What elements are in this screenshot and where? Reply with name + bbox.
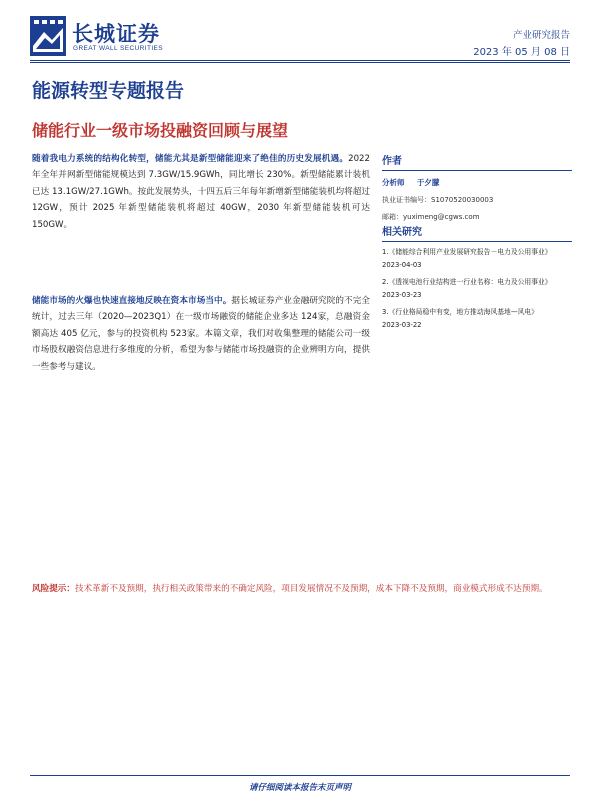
related-item-title: 3.《行业格局稳中有变，地方推动海风基地—风电》 (382, 308, 539, 316)
related-item[interactable] (382, 276, 572, 302)
report-date: 2023 年 05 月 08 日 (473, 47, 570, 58)
paragraph-1-text: 2022 年全年并网新型储能规模达到 7.3GW/15.9GWh，同比增长 230%。新型储能累计装机已达 13.1GW/27.1GWh。按此发展势头，十四五后三年每年新增新型储能装机均将超过 12GW，预计 2025 年新型储能装机将超过 40GW，2030 年新型储能装机可达 150GW。 (32, 154, 370, 230)
related-item-date: 2023-03-22 (382, 321, 422, 329)
page-title: 储能行业一级市场投融资回顾与展望 (32, 121, 289, 140)
header-divider-secondary (30, 62, 570, 63)
logo-chinese-name: 长城证券 (72, 21, 160, 46)
paragraph-2 (32, 293, 370, 375)
related-item[interactable] (382, 306, 572, 332)
section-title: 能源转型专题报告 (32, 80, 185, 102)
author-heading: 作者 (382, 152, 572, 171)
great-wall-logo-icon (30, 16, 66, 56)
header-divider (30, 60, 570, 61)
related-item[interactable] (382, 246, 572, 272)
paragraph-1-lead: 随着我电力系统的结构化转型，储能尤其是新型储能迎来了绝佳的历史发展机遇。 (32, 154, 349, 164)
certificate-number: 执业证书编号：S1070520030003 (382, 196, 494, 204)
related-item-date: 2023-03-23 (382, 291, 422, 299)
analyst-line (382, 177, 572, 188)
related-research-panel (382, 223, 572, 332)
footer-divider (30, 775, 570, 776)
company-logo (30, 16, 200, 62)
analyst-label: 分析师 (382, 178, 405, 187)
paragraph-1 (32, 151, 370, 233)
footer-disclaimer: 请仔细阅读本报告末页声明 (248, 783, 351, 793)
logo-english-name: GREAT WALL SECURITIES (73, 45, 164, 52)
analyst-email[interactable]: 邮箱：yuximeng@cgws.com (382, 213, 480, 221)
related-heading: 相关研究 (382, 223, 572, 242)
risk-warning (32, 581, 568, 598)
risk-label: 风险提示： (32, 584, 75, 594)
risk-text: 技术革新不及预期，执行相关政策带来的不确定风险，项目发展情况不及预期，成本下降不及预期，商业模式形成不达预期。 (74, 584, 548, 594)
paragraph-2-lead: 储能市场的火爆也快速直接地反映在资本市场当中。 (32, 296, 232, 306)
report-type: 产业研究报告 (512, 30, 570, 41)
related-item-date: 2023-04-03 (382, 261, 422, 269)
paragraph-2-text: 据长城证券产业金融研究院的不完全统计，过去三年（2020—2023Q1）在一级市场融资的储能企业多达 124家，总融资金额高达 405 亿元，参与的投资机构 523家。本篇文章，我们对收集整理的储能公司一级市场股权融资信息进行多维度的分析，希望为参与储能市场投融资的企业辨明方向，提供一些参考与建议。 (32, 296, 370, 372)
author-panel (382, 152, 572, 222)
related-item-title: 2.《透视电池行业结构进一行业名称：电力及公用事业》 (382, 278, 552, 286)
analyst-name: 于夕朦 (416, 178, 440, 187)
related-item-title: 1.《储能综合利用产业发展研究报告－电力及公用事业》 (382, 248, 552, 256)
